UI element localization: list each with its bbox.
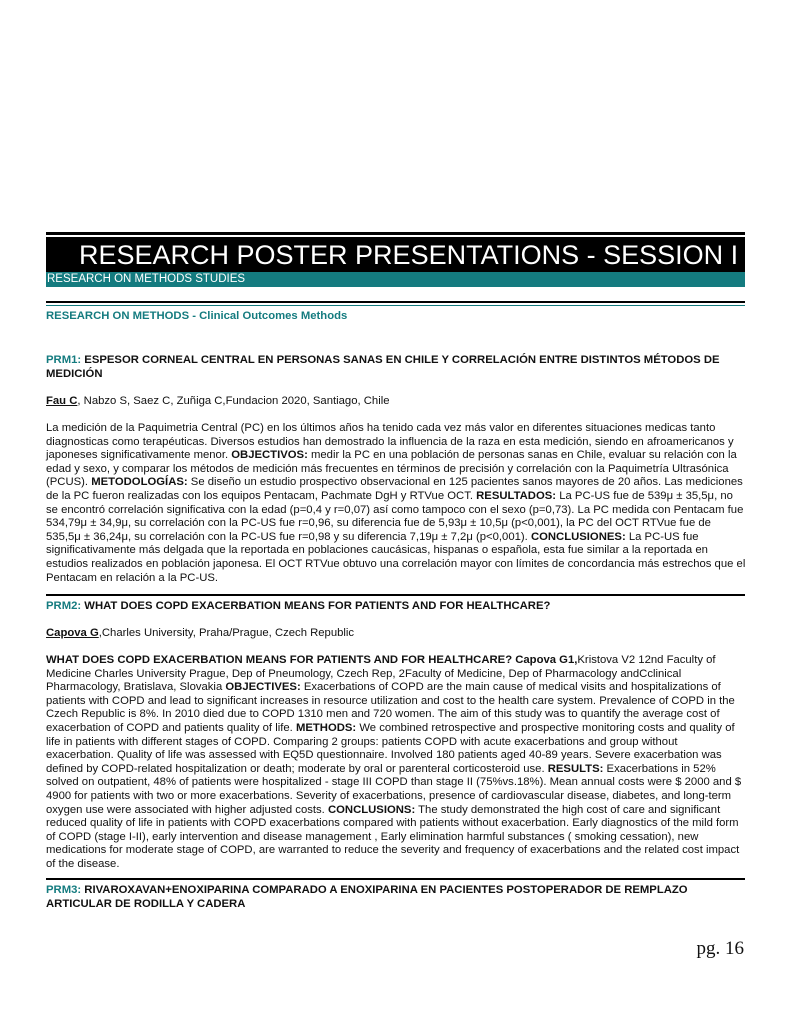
results-label: RESULTADOS: bbox=[476, 489, 557, 502]
objectives-text: medir la PC en una población de personas sanas en Chile, evaluar su relación con la edad y sexo, y comparar los métodos de medición más frecuentes en términos de precisión y correlación con la Paquimetría Ultrasónica (PCUS). bbox=[46, 449, 737, 489]
abstract-lead-authors: Kristova V2 12nd Faculty of Medicine Charles University Prague, Dep of Pneumology, Czech Rep, 2Faculty of Medicine, Dep of Pharmacology andCclinical Pharmacology, Bratislava, Slovakia bbox=[46, 654, 716, 694]
abstract-code: PRM3: bbox=[46, 884, 82, 896]
abstract-prm2-title bbox=[46, 600, 746, 614]
abstract-prm3-title bbox=[46, 884, 746, 911]
abstract-lead-title: WHAT DOES COPD EXACERBATION MEANS FOR PATIENTS AND FOR HEALTHCARE? Capova G1, bbox=[46, 654, 578, 666]
presenting-author: Fau C bbox=[46, 395, 78, 407]
results-text: Exacerbations in 52% solved on outpatient, 48% of patients were hospitalized - stage III COPD than stage II (75%vs.18%). Mean annual costs were $ 2000 and $ 4900 for patients with two or more exacerbations. Severity of exacerbations, presence of cardiovascular disease, diabetes, and long-term oxygen use were associated with higher adjusted costs. bbox=[46, 762, 742, 816]
author-affiliation: , Nabzo S, Saez C, Zuñiga C,Fundacion 2020, Santiago, Chile bbox=[77, 395, 390, 407]
objectives-text: Exacerbations of COPD are the main cause of medical visits and hospitalizations of patients with COPD and lead to significant increases in resource utilization and cost to the health care system. Prevalence of COPD in the Czech Republic is 8%. In 2010 died due to COPD 1310 men and 720 women. The aim of this study was to quantify the average cost of exacerbation of COPD and patients quality of life. bbox=[46, 681, 735, 734]
page-number: pg. 16 bbox=[696, 938, 744, 959]
abstract-prm1-authors bbox=[46, 395, 746, 409]
abstract-title: WHAT DOES COPD EXACERBATION MEANS FOR PATIENTS AND FOR HEALTHCARE? bbox=[84, 600, 551, 612]
conclusions-text: The study demonstrated the high cost of care and significant reduced quality of life in patients with COPD exacerbations compared with patients without exacerbation. Early diagnostics of the mild form of COPD (stage I-II), early intervention and disease management , Early elimination harmful substances ( smoking cessation), new medications for moderate stage of COPD, are warranted to reduce the severity and frequency of exacerbations and the related cost impact of the disease. bbox=[46, 803, 740, 870]
section-rule-bottom bbox=[46, 305, 745, 306]
abstract-code: PRM2: bbox=[46, 600, 82, 612]
page-subtitle: RESEARCH ON METHODS STUDIES bbox=[46, 272, 745, 287]
abstract-title: ESPESOR CORNEAL CENTRAL EN PERSONAS SANAS EN CHILE Y CORRELACIÓN ENTRE DISTINTOS MÉTODOS DE MEDICIÓN bbox=[46, 354, 720, 380]
objectives-label: OBJECTIVES: bbox=[225, 681, 301, 694]
abstract-divider bbox=[46, 594, 745, 596]
methods-text: We combined retrospective and prospective monitoring costs and quality of life in patients with different stages of COPD. Comparing 2 groups: patients COPD with acute exacerbations and group without exacerbation. Quality of life was assessed with EQ5D questionnaire. Involved 180 patients aged 40-89 years. Severe exacerbation was defined by COPD-related hospitalization or death; moderate by oral or parenteral corticosteroid use. bbox=[46, 721, 735, 775]
objectives-label: OBJECTIVOS: bbox=[231, 449, 308, 462]
abstract-prm1-body bbox=[46, 422, 746, 585]
abstract-prm2-authors bbox=[46, 627, 746, 641]
abstract-code: PRM1: bbox=[46, 354, 82, 366]
abstract-title: RIVAROXAVAN+ENOXIPARINA COMPARADO A ENOXIPARINA EN PACIENTES POSTOPERADOR DE REMPLAZO ARTICULAR DE RODILLA Y CADERA bbox=[46, 884, 688, 910]
abstract-prm2-body bbox=[46, 654, 746, 872]
abstract-prm1-title bbox=[46, 354, 746, 381]
presenting-author: Capova G bbox=[46, 627, 99, 639]
results-text: La PC-US fue de 539μ ± 35,5μ, no se encontró correlación significativa con la edad (p=0,4 y r=0,07) así como tampoco con el sexo (p=0,73). La PC medida con Pentacam fue 534,79μ ± 34,9μ, su correlación con la PC-US fue r=0,96, su diferencia fue de 5,93μ ± 10,5μ (p<0,001), la PC del OCT RTVue fue de 535,5μ ± 36,24μ, su correlación con la PC-US fue r=0,98 y su diferencia 7,19μ ± 7,2μ (p<0,001). bbox=[46, 489, 744, 543]
top-rule bbox=[46, 232, 745, 235]
methods-text: Se diseño un estudio prospectivo observacional en 125 pacientes sanos mayores de 20 años. Las mediciones de la PC fueron realizadas con los equipos Pentacam, Pachmate DgH y RTVue OCT. bbox=[46, 476, 743, 502]
conclusions-label: CONCLUSIONS: bbox=[327, 803, 416, 816]
abstract-divider bbox=[46, 878, 745, 880]
results-label: RESULTS: bbox=[547, 762, 604, 775]
page-title: RESEARCH POSTER PRESENTATIONS - SESSION I bbox=[46, 237, 745, 272]
methods-label: METHODS: bbox=[295, 721, 357, 734]
section-rule-top bbox=[46, 301, 745, 303]
author-affiliation: ,Charles University, Praha/Prague, Czech Republic bbox=[98, 627, 355, 639]
conclusions-text: La PC-US fue significativamente más delgada que la reportada en poblaciones caucásicas, hispanas o española, esta fue similar a la reportada en estudios realizados en población japonesa. El OCT RTVue obtuvo una correlación mayor con límites de concordancia más estrechos que el Pentacam en relación a la PC-US. bbox=[46, 530, 746, 584]
conclusions-label: CONCLUSIONES: bbox=[530, 530, 626, 543]
abstract-intro: La medición de la Paquimetria Central (PC) en los últimos años ha tenido cada vez más valor en diferentes situaciones medicas tanto diagnosticas como terapéuticas. Diversos estudios han demostrado la influencia de la raza en esta medición, siendo en afroamericanos y japoneses significativamente menor. bbox=[46, 422, 734, 462]
section-label: RESEARCH ON METHODS - Clinical Outcomes Methods bbox=[46, 310, 348, 322]
methods-label: METODOLOGÍAS: bbox=[91, 476, 188, 489]
